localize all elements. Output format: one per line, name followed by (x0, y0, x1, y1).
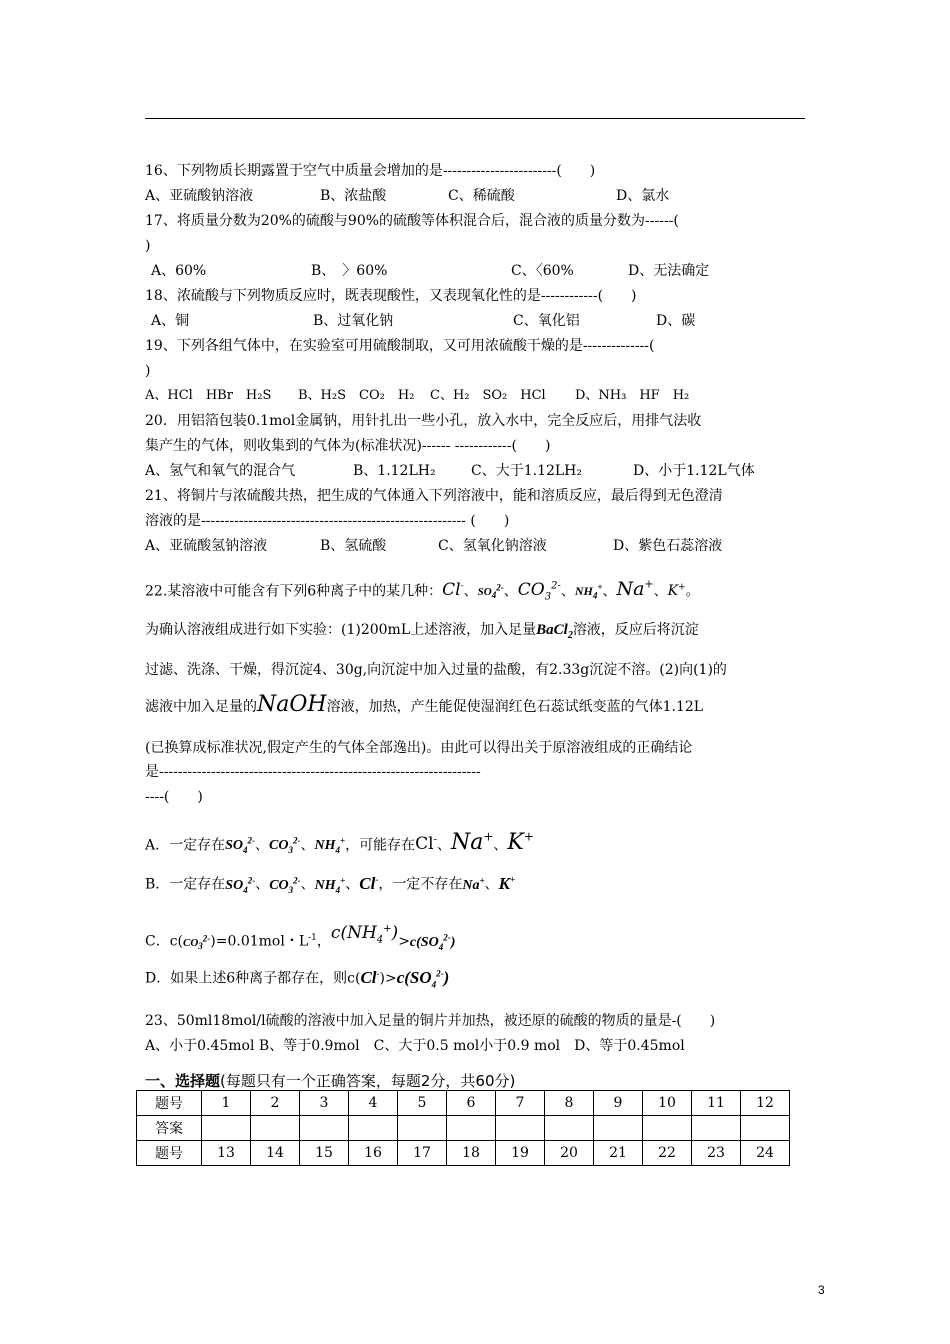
q20-option-c: C、大于1.12LH₂ (471, 463, 583, 479)
ion-nh4: $NH_4^+$ (314, 875, 346, 895)
ion-co3: $CO_3^{2-}$ (517, 580, 561, 603)
q16-stem: 16、下列物质长期露置于空气中质量会增加的是------------------------( ) (145, 163, 596, 179)
question-number: 15 (300, 1141, 349, 1166)
q22-sep: 、 (503, 583, 518, 600)
q22-line7: ----( ) (145, 789, 203, 805)
q20-option-a: A、氢气和氧气的混合气 (145, 463, 296, 479)
answer-cell[interactable] (447, 1116, 496, 1141)
q22-option-c-pre: C．c( (145, 933, 184, 950)
q18-stem: 18、浓硫酸与下列物质反应时，既表现酸性，又表现氧化性的是------------( ) (145, 288, 637, 304)
reagent-naoh: NaOH (257, 692, 327, 717)
section-title (145, 1070, 515, 1091)
q22-line6: 是-------------------------------------------------------------------- (145, 764, 481, 780)
q22-intro-line (145, 572, 700, 611)
q19-stem-cont: ) (145, 363, 151, 379)
q21-option-b: B、氢硫酸 (320, 538, 387, 554)
q17-option-a: A、60% (151, 263, 207, 279)
answer-cell[interactable] (202, 1116, 251, 1141)
q22-end: 。 (685, 583, 700, 600)
answer-cell[interactable] (496, 1116, 545, 1141)
q22-line2b: 溶液，反应后将沉淀 (572, 622, 699, 638)
page-number: 3 (818, 1283, 825, 1297)
q22-option-d-mid: ) (379, 970, 385, 987)
question-number: 21 (594, 1141, 643, 1166)
ion-cl: Cl- (360, 967, 380, 987)
question-number: 24 (741, 1141, 790, 1166)
q18-option-c: C、氧化铝 (513, 313, 580, 329)
header-rule (145, 118, 805, 119)
ion-k: K+ (507, 830, 534, 856)
table-row (137, 1091, 790, 1116)
ion-co3: $CO_3^{2-}$ (183, 933, 211, 951)
table-row (137, 1141, 790, 1166)
q18-options (145, 312, 695, 330)
row-label: 答案 (137, 1116, 202, 1141)
q22-option-a-mid: ，可能存在 (345, 837, 416, 854)
q20-stem: 20．用铝箔包装0.1mol金属钠，用针扎出一些小孔，放入水中，完全反应后，用排气法收 (145, 413, 702, 429)
q20-option-d: D、小于1.12L气体 (633, 463, 755, 479)
q17-option-d: D、无法确定 (628, 263, 710, 279)
q22-option-c-sup: -1 (308, 933, 317, 943)
ion-cl: Cl- (359, 873, 379, 893)
question-number: 8 (545, 1091, 594, 1116)
conc-nh4: $c(NH_4^+)$ (330, 922, 399, 946)
q16-option-c: C、稀硫酸 (448, 188, 515, 204)
q17-option-c: C、〈60% (511, 263, 574, 279)
answer-cell[interactable] (643, 1116, 692, 1141)
q22-line2 (145, 617, 699, 649)
q21-stem-cont: 溶液的是-------------------------------------------------------- ( ) (145, 513, 510, 529)
q16-option-b: B、浓盐酸 (320, 188, 387, 204)
table-row (137, 1116, 790, 1141)
question-number: 3 (300, 1091, 349, 1116)
question-number: 13 (202, 1141, 251, 1166)
ion-nh4: $NH_4^+$ (574, 582, 603, 601)
q22-option-c-mid: )=0.01mol・L (210, 933, 309, 950)
section-note: (每题只有一个正确答案，每题2分，共60分) (220, 1072, 516, 1090)
q22-intro: 22.某溶液中可能含有下列6种离子中的某几种： (145, 583, 443, 600)
q19-stem: 19、下列各组气体中，在实验室可用硫酸制取，又可用浓硫酸干燥的是--------------( (145, 338, 655, 354)
answer-cell[interactable] (251, 1116, 300, 1141)
ion-so4: $SO_4^{2-}$ (225, 875, 256, 895)
q17-stem: 17、将质量分数为20%的硫酸与90%的硫酸等体积混合后，混合液的质量分数为------( (145, 213, 679, 229)
question-number: 2 (251, 1091, 300, 1116)
q21-option-d: D、紫色石蕊溶液 (613, 538, 723, 554)
question-number: 6 (447, 1091, 496, 1116)
ion-k: K+ (667, 582, 686, 600)
q22-option-c-comma: ， (316, 933, 331, 950)
q22-gt: > (384, 970, 397, 987)
question-number: 11 (692, 1091, 741, 1116)
q19-option-a: A、HCl HBr H₂S (145, 388, 272, 403)
q18-option-d: D、碳 (656, 313, 696, 329)
question-number: 9 (594, 1091, 643, 1116)
question-number: 4 (349, 1091, 398, 1116)
q22-option-d (145, 960, 449, 997)
q22-line4b: 溶液，加热，产生能促使湿润红色石蕊试纸变蓝的气体1.12L (326, 699, 704, 715)
q18-option-b: B、过氧化钠 (313, 313, 394, 329)
question-number: 17 (398, 1141, 447, 1166)
reagent-bacl2: BaCl$_2$ (536, 622, 573, 641)
ion-na: Na+ (450, 830, 494, 856)
question-number: 1 (202, 1091, 251, 1116)
ion-na: Na+ (616, 578, 654, 601)
ion-so4: $SO_4^{2-}$ (477, 582, 504, 601)
q21-option-a: A、亚硫酸氢钠溶液 (145, 538, 268, 554)
answer-cell[interactable] (594, 1116, 643, 1141)
ion-co3: $CO_3^{2-}$ (269, 875, 301, 895)
q20-stem-cont: 集产生的气体，则收集到的气体为(标准状况)------ ------------( ) (145, 438, 551, 454)
row-label: 题号 (137, 1091, 202, 1116)
q22-line5: (已换算成标准状况,假定产生的气体全部逸出)。由此可以得出关于原溶液组成的正确结论 (145, 740, 693, 756)
row-label: 题号 (137, 1141, 202, 1166)
q22-gt: > (398, 933, 410, 950)
q23-options: A、小于0.45mol B、等于0.9mol C、大于0.5 mol小于0.9 mol D、等于0.45mol (145, 1038, 685, 1054)
q22-line2a: 为确认溶液组成进行如下实验：(1)200mL上述溶液，加入足量 (145, 622, 537, 638)
ion-so4: $SO_4^{2-}$ (225, 835, 256, 856)
answer-cell[interactable] (545, 1116, 594, 1141)
q22-line4 (145, 692, 703, 720)
question-number: 10 (643, 1091, 692, 1116)
q22-line3: 过滤、洗涤、干燥，得沉淀4、30g,向沉淀中加入过量的盐酸，有2.33g沉淀不溶。(2)向(1)的 (145, 662, 727, 678)
q22-option-a-pre: A．一定存在 (145, 837, 226, 854)
section-heading: 一、选择题 (145, 1072, 221, 1090)
q17-stem-cont: ) (145, 238, 151, 254)
ion-cl: Cl- (415, 834, 437, 855)
q19-option-c: C、H₂ SO₂ HCl (430, 388, 546, 403)
q22-sep: 、 (560, 583, 575, 600)
q21-options (145, 537, 722, 555)
q17-option-b: B、 〉60% (311, 263, 388, 279)
q22-option-b: B．一定存在$SO_4^{2-}$、$CO_3^{2-}$、$NH_4^+$、Cl-，一定不存在Na+、K+ (145, 873, 516, 895)
answer-cell[interactable] (349, 1116, 398, 1141)
q22-line4a: 滤液中加入足量的 (145, 699, 257, 715)
question-number: 18 (447, 1141, 496, 1166)
question-number: 14 (251, 1141, 300, 1166)
q22-sep: 、 (602, 583, 617, 600)
q22-option-b-mid: ，一定不存在 (378, 876, 463, 893)
question-number: 7 (496, 1091, 545, 1116)
q22-sep: 、 (653, 583, 668, 600)
q16-option-a: A、亚硫酸钠溶液 (145, 188, 254, 204)
q16-option-d: D、氯水 (616, 188, 670, 204)
question-number: 19 (496, 1141, 545, 1166)
answer-cell[interactable] (692, 1116, 741, 1141)
q19-option-d: D、NH₃ HF H₂ (575, 388, 690, 403)
conc-so4: $c(SO_4^{2-})$ (396, 967, 450, 990)
ion-nh4: $NH_4^+$ (314, 835, 346, 856)
question-number: 20 (545, 1141, 594, 1166)
q20-option-b: B、1.12LH₂ (353, 463, 436, 479)
ion-k: K+ (498, 873, 516, 893)
answer-table (136, 1090, 790, 1166)
q18-option-a: A、铜 (151, 313, 190, 329)
q22-option-b-pre: B．一定存在 (145, 876, 226, 893)
q22-option-d-pre: D．如果上述6种离子都存在，则c( (145, 970, 361, 987)
q17-options (145, 262, 709, 280)
answer-cell[interactable] (300, 1116, 349, 1141)
q21-stem: 21、将铜片与浓硫酸共热，把生成的气体通入下列溶液中，能和溶质反应，最后得到无色澄清 (145, 488, 723, 504)
q19-options (145, 387, 689, 405)
question-number: 16 (349, 1141, 398, 1166)
question-number: 23 (692, 1141, 741, 1166)
q22-option-a: A．一定存在$SO_4^{2-}$、$CO_3^{2-}$、$NH_4^+$，可能存在Cl-、Na+、K+ (145, 830, 534, 856)
q23-stem: 23、50ml18mol/l硫酸的溶液中加入足量的铜片并加热，被还原的硫酸的物质的量是-( ) (145, 1013, 716, 1029)
q20-options (145, 462, 755, 480)
q19-option-b: B、H₂S CO₂ H₂ (298, 388, 415, 403)
q16-options (145, 187, 669, 205)
ion-cl: Cl- (442, 580, 464, 601)
q22-option-c (145, 922, 455, 963)
ion-na: Na+ (462, 875, 485, 893)
answer-cell[interactable] (398, 1116, 447, 1141)
q21-option-c: C、氢氧化钠溶液 (438, 538, 547, 554)
question-number: 22 (643, 1141, 692, 1166)
conc-so4: $c(SO_4^{2-})$ (409, 932, 456, 952)
ion-co3: $CO_3^{2-}$ (269, 835, 301, 856)
q22-sep: 、 (463, 583, 478, 600)
question-number: 5 (398, 1091, 447, 1116)
answer-cell[interactable] (741, 1116, 790, 1141)
question-number: 12 (741, 1091, 790, 1116)
